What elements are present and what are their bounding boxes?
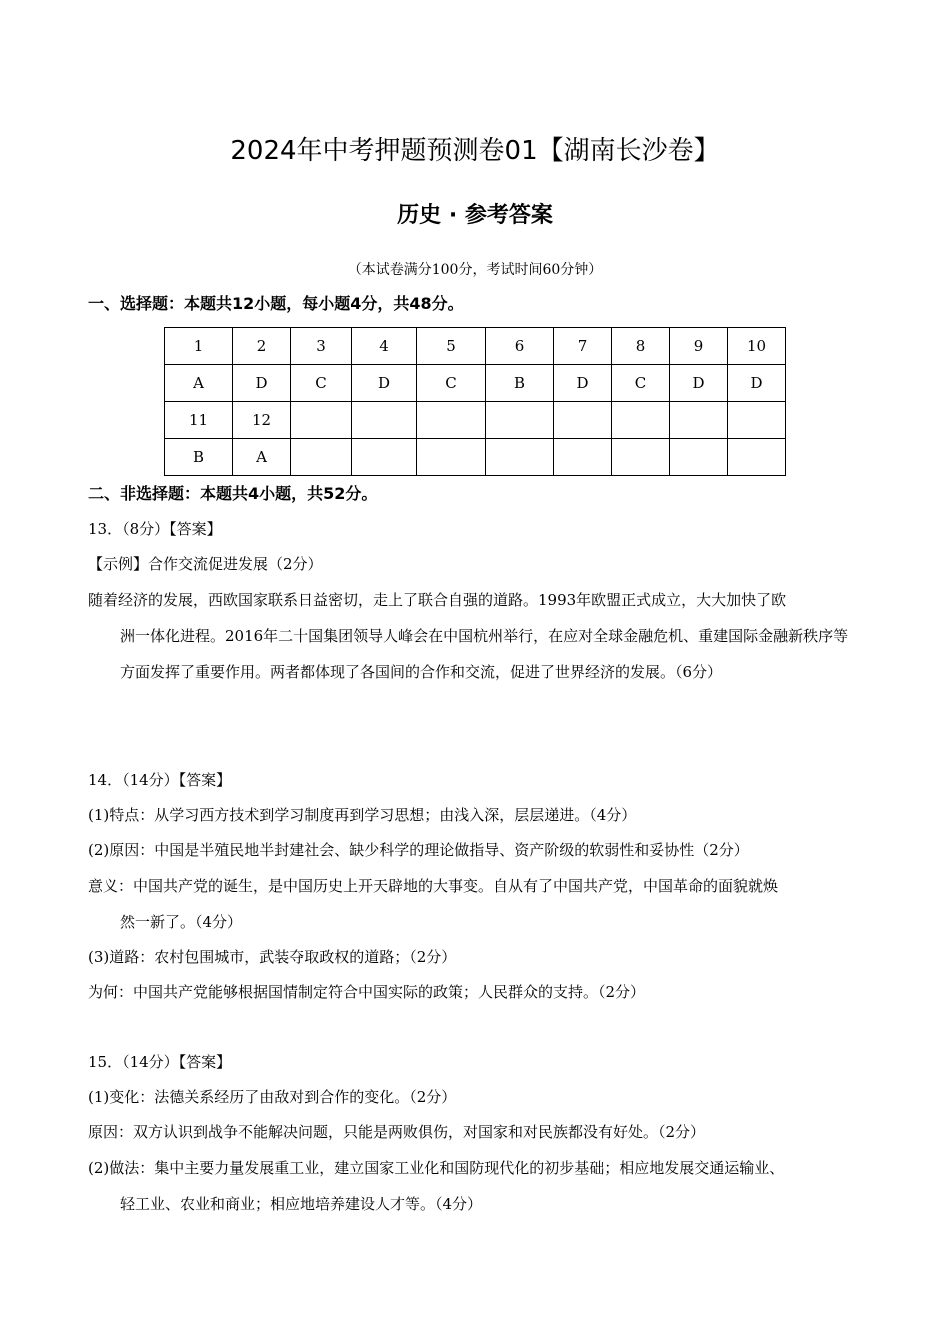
answer-table: [164, 327, 786, 476]
table-cell: 1: [165, 328, 233, 365]
q15-answer-2-first-line: (2)做法：集中主要力量发展重工业，建立国家工业化和国防现代化的初步基础；相应地发展交通运输业、: [88, 1159, 785, 1177]
q14-answer-3-why: 为何：中国共产党能够根据国情制定符合中国实际的政策；人民群众的支持。（2分）: [88, 983, 646, 1001]
table-cell: 11: [165, 402, 233, 439]
q14-heading: 14．（14分）【答案】: [88, 771, 232, 789]
table-row: [165, 402, 786, 439]
q13-answer-paragraph: [88, 582, 863, 690]
table-cell: [486, 439, 554, 476]
table-cell: [670, 439, 728, 476]
table-cell: [612, 402, 670, 439]
table-cell: 9: [670, 328, 728, 365]
table-cell: [554, 439, 612, 476]
q15-answer-2-continuation: 轻工业、农业和商业；相应地培养建设人才等。（4分）: [120, 1195, 483, 1213]
table-cell: [291, 402, 352, 439]
table-cell: [728, 402, 786, 439]
exam-note: （本试卷满分100分，考试时间60分钟）: [347, 262, 603, 278]
page-subtitle: 历史 · 参考答案: [397, 203, 553, 228]
table-cell: 3: [291, 328, 352, 365]
table-cell: D: [554, 365, 612, 402]
table-cell: [670, 402, 728, 439]
q13-heading: 13．（8分）【答案】: [88, 520, 222, 538]
q14-answer-2-significance: [88, 868, 863, 940]
table-cell: D: [352, 365, 417, 402]
table-cell: [554, 402, 612, 439]
table-cell: [417, 439, 486, 476]
table-cell: B: [486, 365, 554, 402]
table-cell: 4: [352, 328, 417, 365]
table-row: [165, 439, 786, 476]
table-cell: 5: [417, 328, 486, 365]
table-row: [165, 365, 786, 402]
q14-answer-1: (1)特点：从学习西方技术到学习制度再到学习思想；由浅入深，层层递进。（4分）: [88, 806, 637, 824]
table-cell: [291, 439, 352, 476]
table-cell: [728, 439, 786, 476]
table-cell: D: [670, 365, 728, 402]
table-cell: C: [291, 365, 352, 402]
q14-significance-continuation: 然一新了。（4分）: [120, 913, 243, 931]
q13-answer-first-line: 随着经济的发展，西欧国家联系日益密切，走上了联合自强的道路。1993年欧盟正式成立，大大加快了欧: [88, 591, 787, 609]
table-cell: A: [165, 365, 233, 402]
q15-heading: 15．（14分）【答案】: [88, 1053, 232, 1071]
table-cell: D: [233, 365, 291, 402]
q14-significance-first-line: 意义：中国共产党的诞生，是中国历史上开天辟地的大事变。自从有了中国共产党，中国革命的面貌就焕: [88, 877, 779, 895]
table-cell: 10: [728, 328, 786, 365]
q13-example: 【示例】合作交流促进发展（2分）: [88, 555, 323, 573]
table-cell: 12: [233, 402, 291, 439]
table-cell: C: [417, 365, 486, 402]
q15-answer-1-change: (1)变化：法德关系经历了由敌对到合作的变化。（2分）: [88, 1088, 457, 1106]
table-cell: B: [165, 439, 233, 476]
page-title: 2024年中考押题预测卷01【湖南长沙卷】: [230, 136, 720, 166]
table-cell: 8: [612, 328, 670, 365]
table-row: [165, 328, 786, 365]
table-cell: [612, 439, 670, 476]
q15-answer-1-reason: 原因：双方认识到战争不能解决问题，只能是两败俱伤，对国家和对民族都没有好处。（2分）: [88, 1123, 706, 1141]
section1-heading: 一、选择题：本题共12小题，每小题4分，共48分。: [88, 294, 464, 313]
q14-answer-3-path: (3)道路：农村包围城市，武装夺取政权的道路；（2分）: [88, 948, 457, 966]
table-cell: [352, 402, 417, 439]
q15-answer-2: [88, 1150, 863, 1222]
table-cell: [417, 402, 486, 439]
table-cell: [486, 402, 554, 439]
q13-answer-continuation: 洲一体化进程。2016年二十国集团领导人峰会在中国杭州举行，在应对全球金融危机、重建国际金融新秩序等方面发挥了重要作用。两者都体现了各国间的合作和交流，促进了世界经济的发展。（6分）: [120, 627, 849, 681]
table-cell: D: [728, 365, 786, 402]
section2-heading: 二、非选择题：本题共4小题，共52分。: [88, 484, 378, 503]
q14-answer-2-reason: (2)原因：中国是半殖民地半封建社会、缺少科学的理论做指导、资产阶级的软弱性和妥协性（2分）: [88, 841, 749, 859]
table-cell: 6: [486, 328, 554, 365]
table-cell: C: [612, 365, 670, 402]
table-cell: 7: [554, 328, 612, 365]
table-cell: A: [233, 439, 291, 476]
table-cell: 2: [233, 328, 291, 365]
table-cell: [352, 439, 417, 476]
